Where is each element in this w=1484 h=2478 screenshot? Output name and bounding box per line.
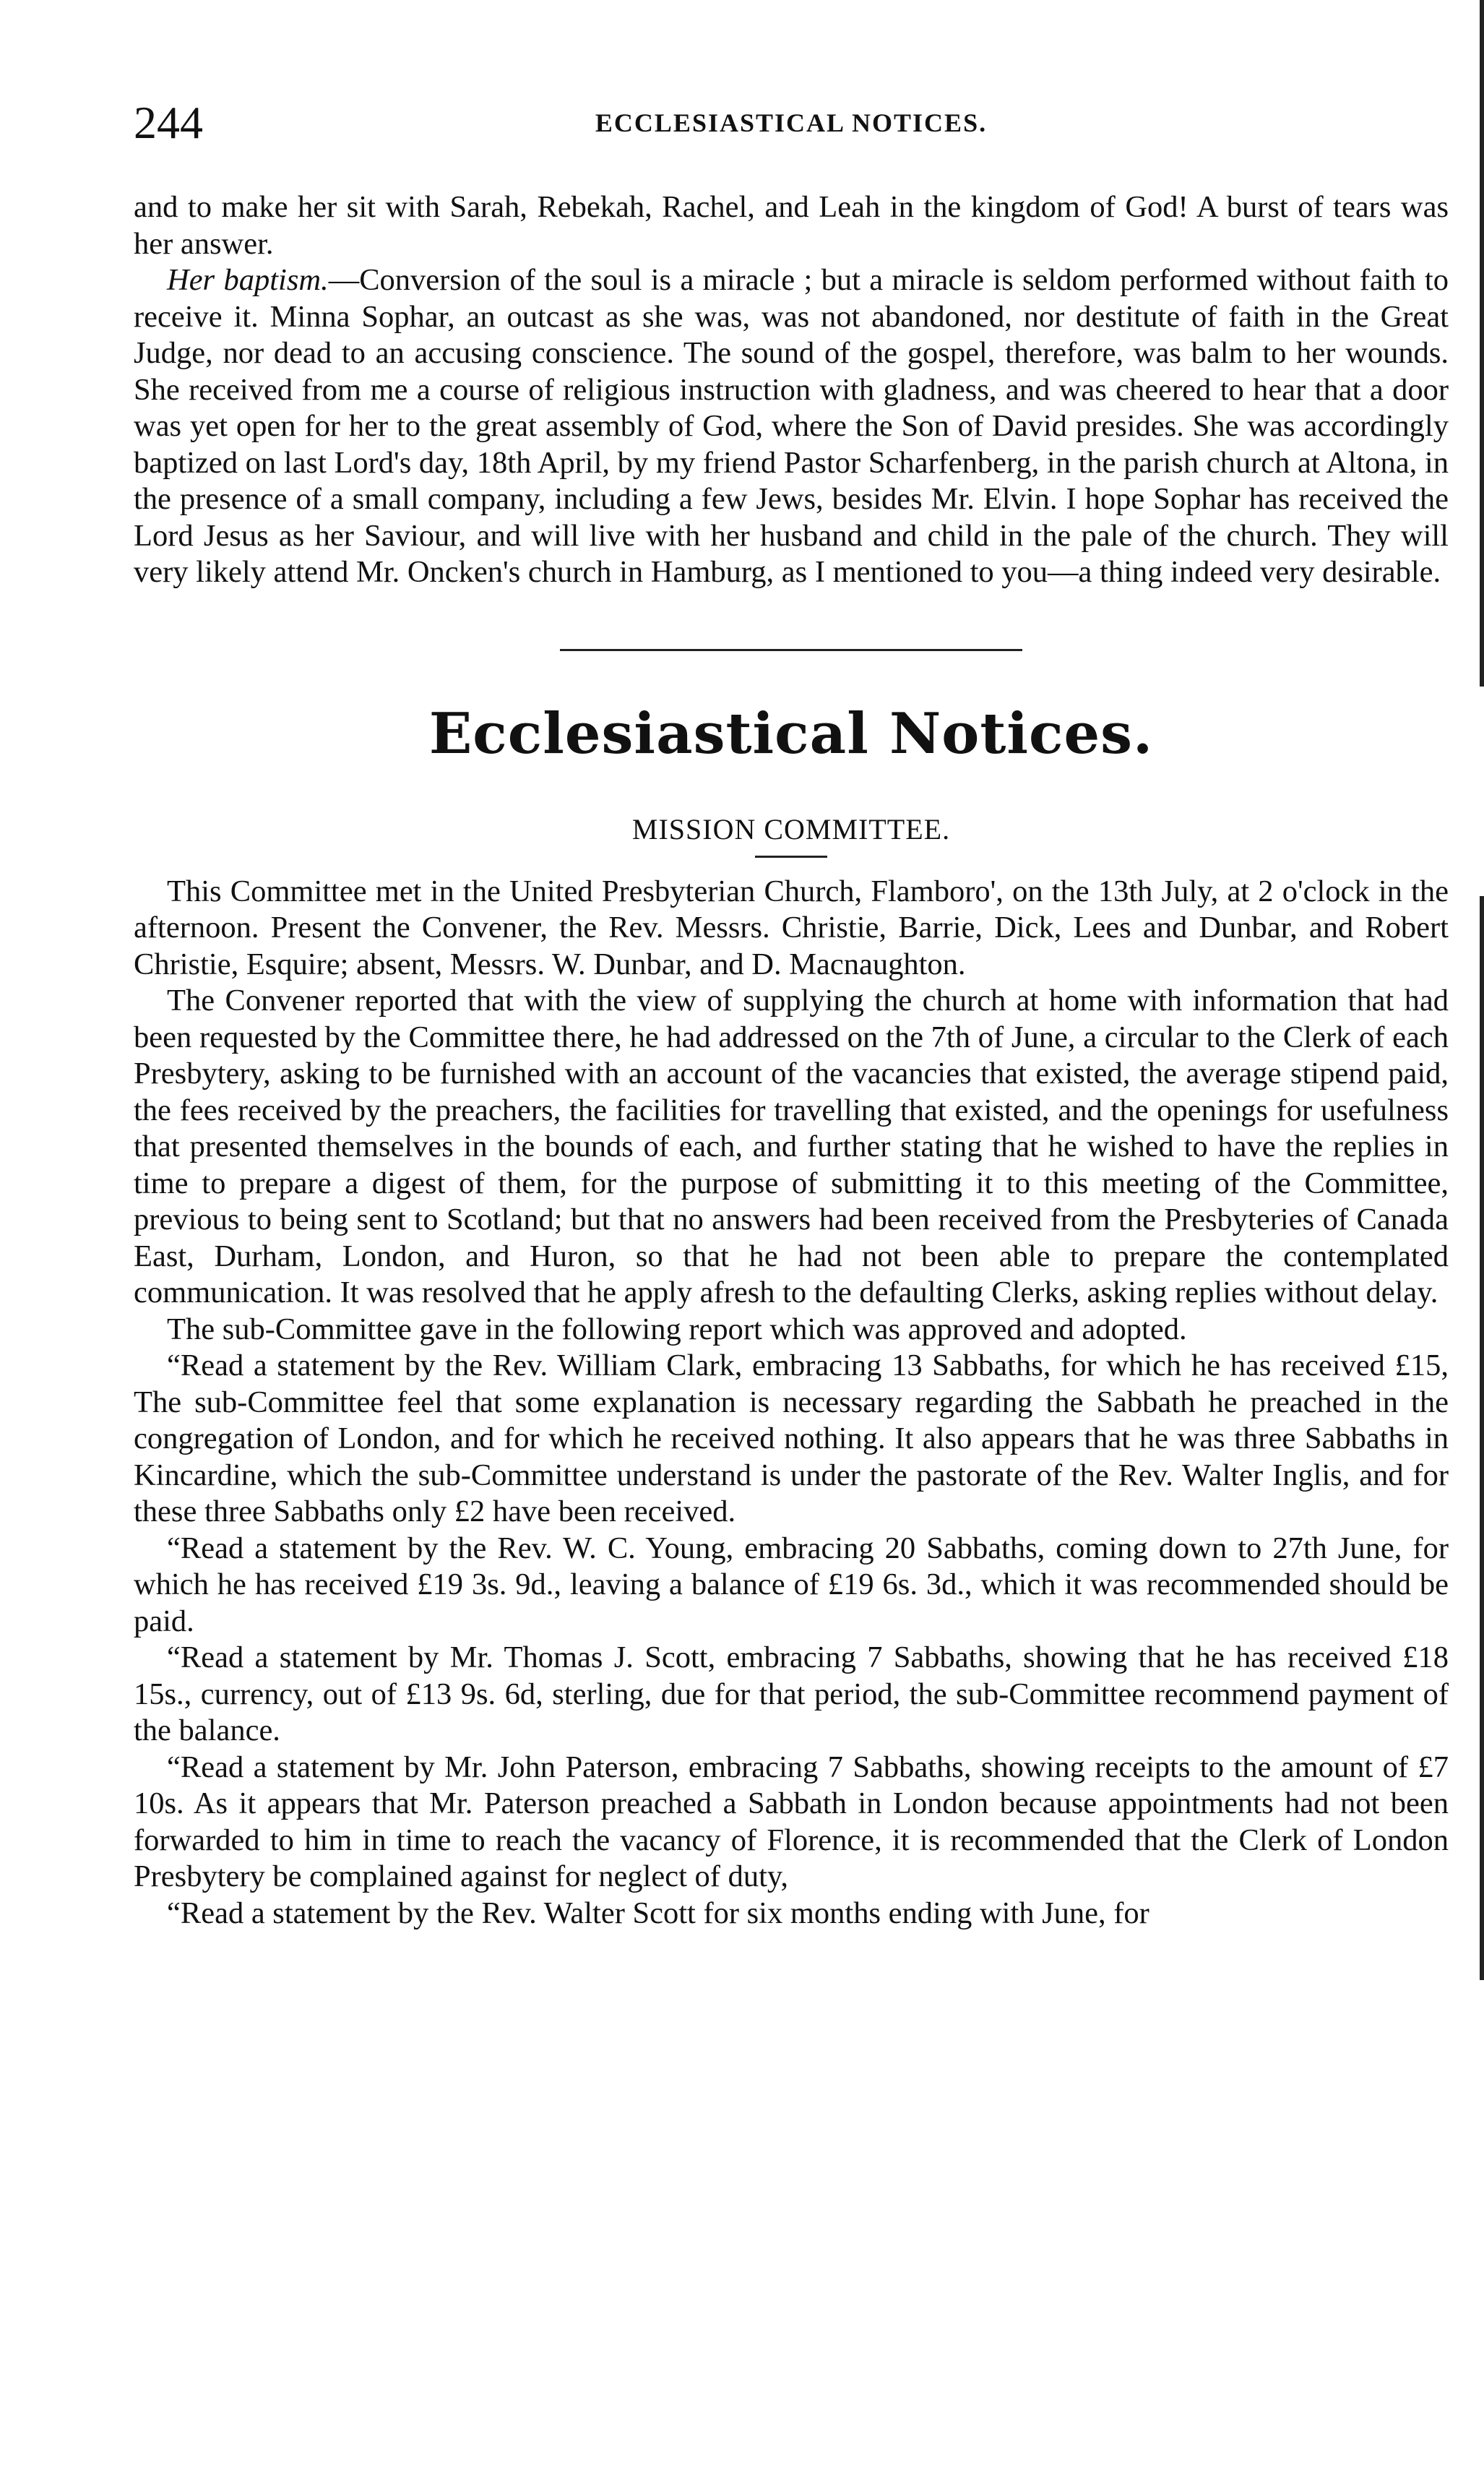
letter-continuation: [134, 189, 1449, 591]
page: [134, 94, 1449, 1932]
paragraph: “Read a statement by the Rev. Walter Scott for six months ending with June, for: [167, 1896, 1149, 1930]
paragraph-baptism: Her baptism.—Conversion of the soul is a miracle ; but a miracle is seldom performed without faith to receive it. Minna Sophar, an outcast as she was, was not abandoned, nor destitute of faith in the Great Judge, nor dead to an accusing conscience. The sound of the gospel, therefore, was balm to her wounds. She received from me a course of religious instruction with gladness, and was cheered to hear that a door was yet open for her to the great assembly of God, where the Son of David presides. She was accordingly baptized on last Lord's day, 18th April, by my friend Pastor Scharfenberg, in the parish church at Altona, in the presence of a small company, including a few Jews, besides Mr. Elvin. I hope Sophar has received the Lord Jesus as her Saviour, and will live with her husband and child in the pale of the church. They will very likely attend Mr. Oncken's church in Hamburg, as I mentioned to you—a thing indeed very desirable.: [134, 263, 1449, 589]
paragraph: “Read a statement by Mr. John Paterson, embracing 7 Sabbaths, showing receipts to the amount of £7 10s. As it appears that Mr. Paterson preached a Sabbath in London because appointments had not been forwarded to him in time to reach the vacancy of Florence, it is recommended that the Clerk of London Presbytery be complained against for neglect of duty,: [134, 1750, 1449, 1893]
paragraph: “Read a statement by the Rev. W. C. Young, embracing 20 Sabbaths, coming down to 27th June, for which he has received £19 3s. 9d., leaving a balance of £19 6s. 3d., which it was recommended should be paid.: [134, 1531, 1449, 1638]
subsection-title: MISSION COMMITTEE.: [631, 812, 951, 846]
paragraph-lead: Her baptism.: [167, 263, 329, 297]
paragraph: “Read a statement by the Rev. William Clark, embracing 13 Sabbaths, for which he has received £15, The sub-Committee feel that some explanation is necessary regarding the Sabbath he preached in the congregation of London, and for which he received nothing. It also appears that he was three Sabbaths in Kincardine, which the sub-Committee understand is under the pastorate of the Rev. Walter Inglis, and for these three Sabbaths only £2 have been received.: [134, 1348, 1449, 1528]
section-divider: [560, 649, 1022, 651]
section-title: Ecclesiastical Notices.: [428, 700, 1154, 767]
running-title: ECCLESIASTICAL NOTICES.: [595, 108, 988, 137]
paragraph: The Convener reported that with the view of supplying the church at home with information that had been requested by the Committee there, he had addressed on the 7th of June, a circular to the Clerk of each Presbytery, asking to be furnished with an account of the vacancies that existed, the average stipend paid, the fees received by the preachers, the facilities for travelling that existed, and the openings for usefulness that presented themselves in the bounds of each, and further stating that he wished to have the replies in time to prepare a digest of them, for the purpose of submitting it to this meeting of the Committee, previous to being sent to Scotland; but that no answers had been received from the Presbyteries of Canada East, Durham, London, and Huron, so that he had not been able to prepare the contemplated communication. It was resolved that he apply afresh to the defaulting Clerks, asking replies without delay.: [134, 984, 1449, 1309]
page-number: 244: [134, 97, 203, 148]
paragraph: “Read a statement by Mr. Thomas J. Scott, embracing 7 Sabbaths, showing that he has received £18 15s., currency, out of £13 9s. 6d, sterling, due for that period, the sub-Committee recommend payment of the balance.: [134, 1640, 1449, 1747]
paragraph: This Committee met in the United Presbyterian Church, Flamboro', on the 13th July, at 2 o'clock in the afternoon. Present the Convener, the Rev. Messrs. Christie, Barrie, Dick, Lees and Dunbar, and Robert Christie, Esquire; absent, Messrs. W. Dunbar, and D. Macnaughton.: [134, 874, 1449, 981]
paragraph: and to make her sit with Sarah, Rebekah, Rachel, and Leah in the kingdom of God! A burst of tears was her answer.: [134, 190, 1449, 261]
scan-edge-mark: [1480, 0, 1484, 687]
scan-edge-mark: [1480, 896, 1484, 1980]
subsection-rule: [755, 856, 827, 858]
mission-committee-minutes: [134, 874, 1449, 1932]
paragraph: The sub-Committee gave in the following report which was approved and adopted.: [167, 1312, 1187, 1346]
running-head: [134, 94, 1449, 152]
